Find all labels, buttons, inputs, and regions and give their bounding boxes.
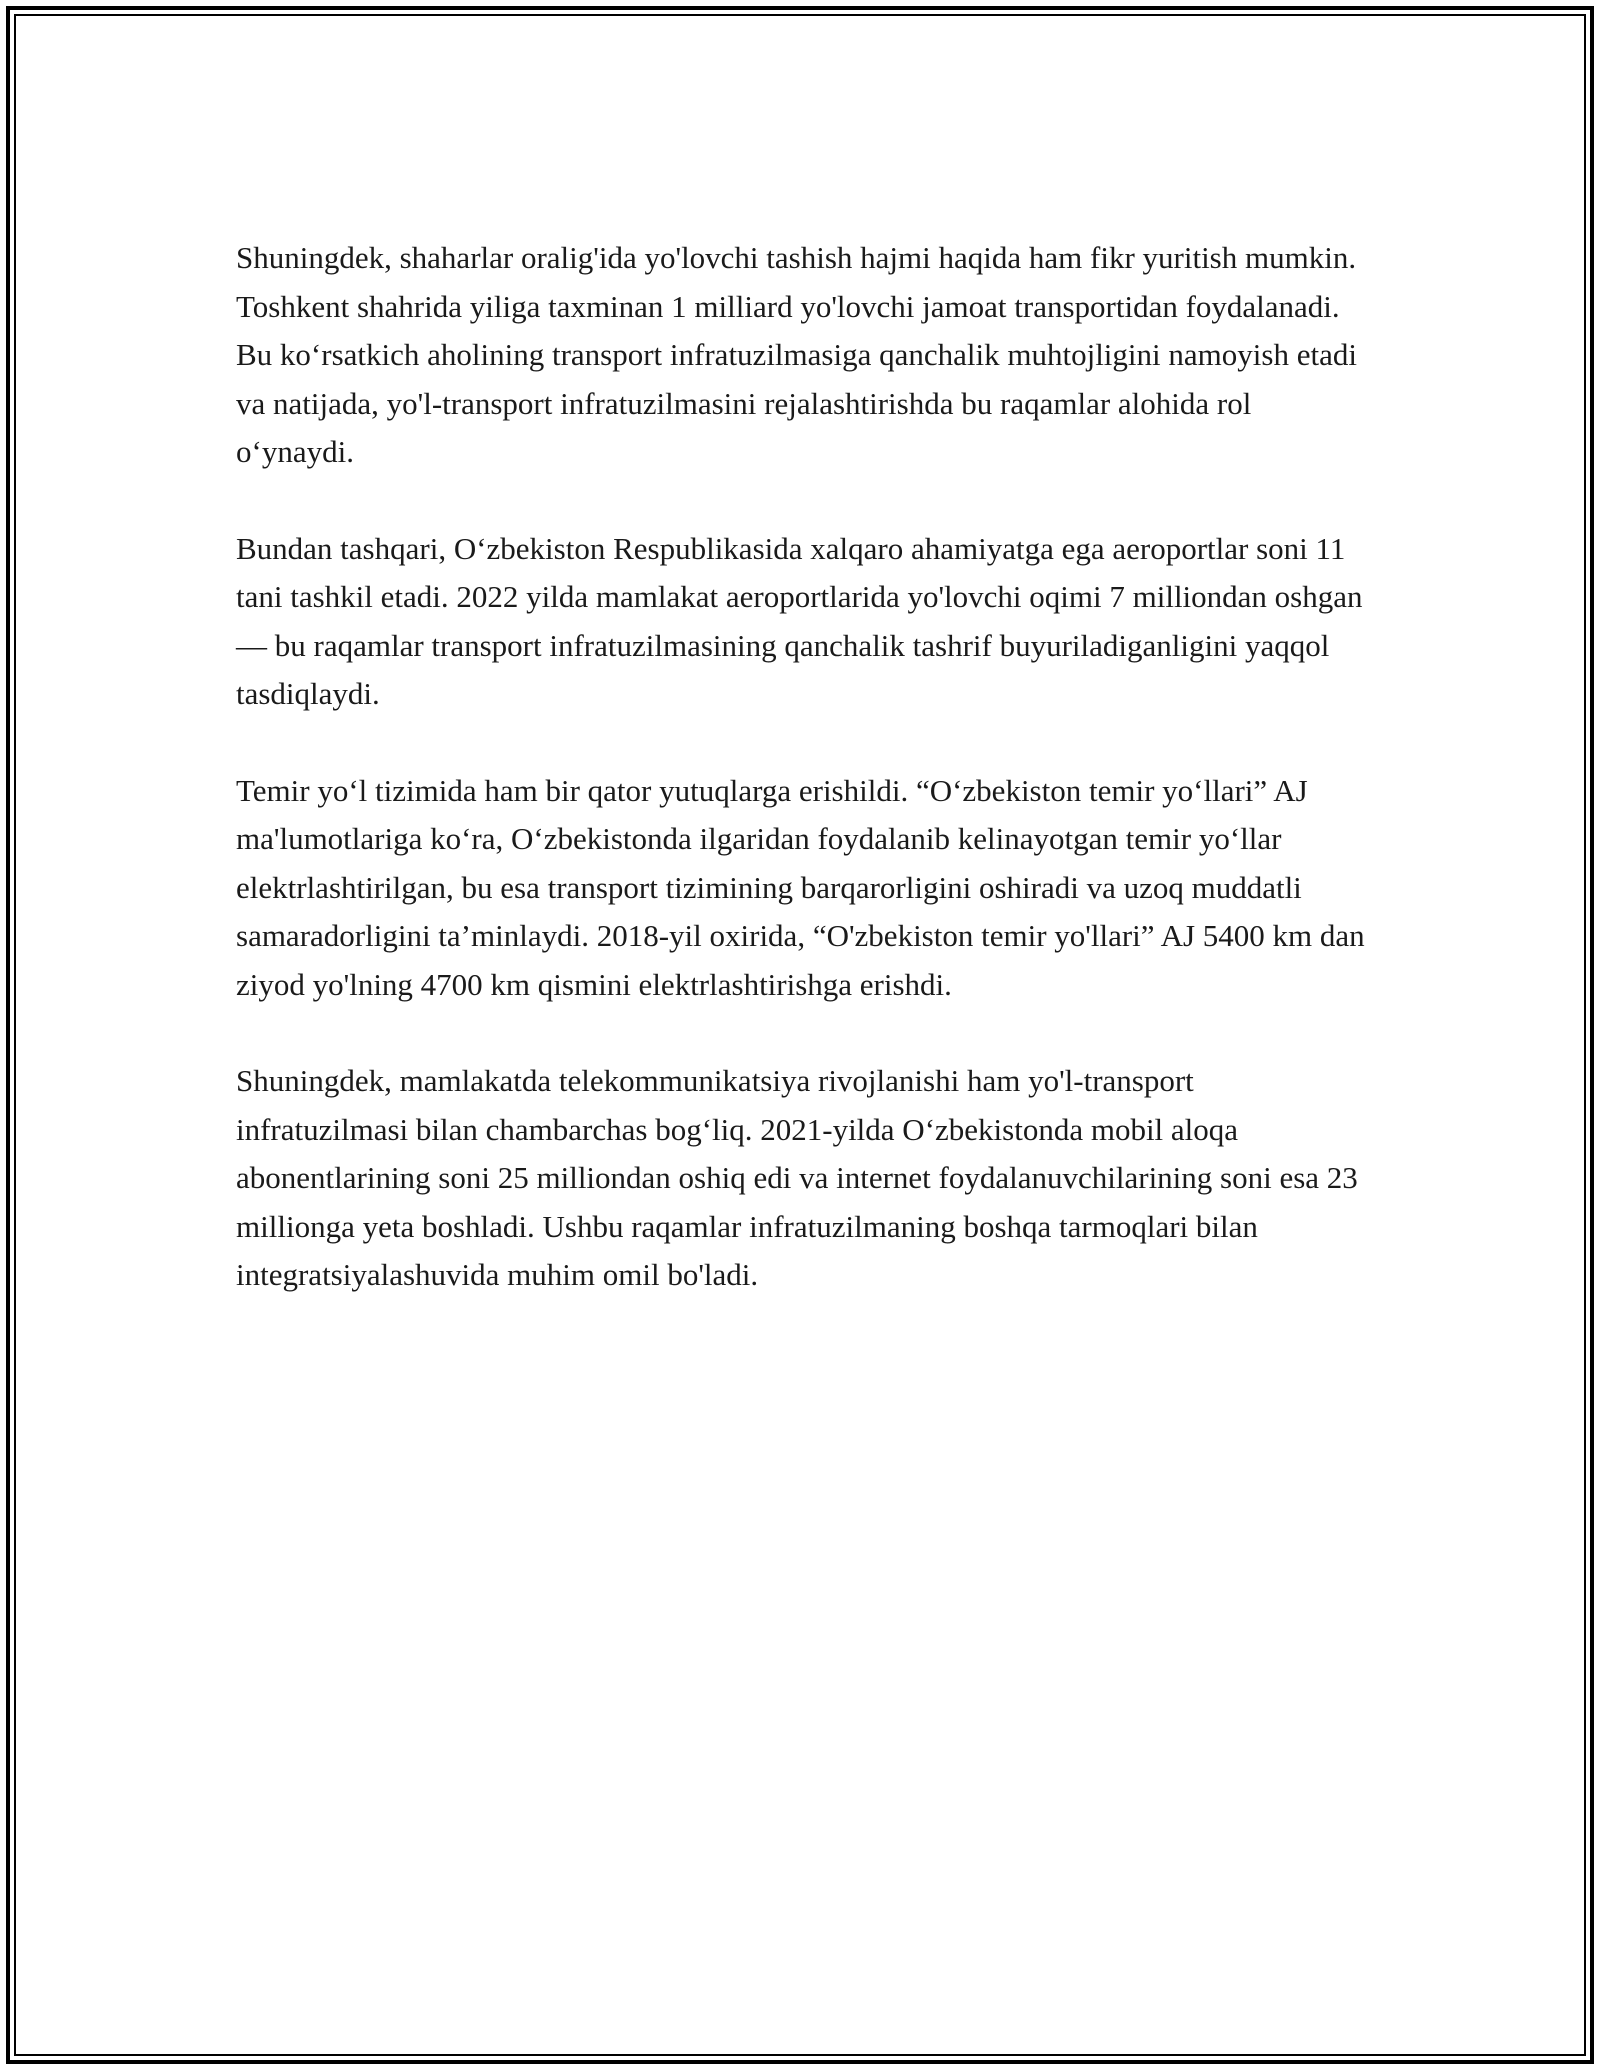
paragraph-telecommunications: Shuningdek, mamlakatda telekommunikatsiya rivojlanishi ham yo'l-transport infratuzilmasi bilan chambarchas bog‘liq. 2021-yilda O‘zbekistonda mobil aloqa abonentlarining soni 25 milliondan oshiq edi va internet foydalanuvchilarining soni esa 23 millionga yeta boshladi. Ushbu raqamlar infratuzilmaning boshqa tarmoqlari bilan integratsiyalashuvida muhim omil bo'ladi.: [236, 1063, 1358, 1292]
paragraph-railways: Temir yo‘l tizimida ham bir qator yutuqlarga erishildi. “O‘zbekiston temir yo‘llari” AJ ma'lumotlariga ko‘ra, O‘zbekistonda ilgaridan foydalanib kelinayotgan temir yo‘llar elektrlashtirilgan, bu esa transport tizimining barqarorligini oshiradi va uzoq muddatli samaradorligini ta’minlaydi. 2018-yil oxirida, “O'zbekiston temir yo'llari” AJ 5400 km dan ziyod yo'lning 4700 km qismini elektrlashtirishga erishdi.: [236, 772, 1365, 1002]
paragraph-intercity-passengers: Shuningdek, shaharlar oralig'ida yo'lovchi tashish hajmi haqida ham fikr yuritish mumkin. Toshkent shahrida yiliga taxminan 1 milliard yo'lovchi jamoat transportidan foydalanadi. Bu ko‘rsatkich aholining transport infratuzilmasiga qanchalik muhtojligini namoyish etadi va natijada, yo'l-transport infratuzilmasini rejalashtirishda bu raqamlar alohida rol o‘ynaydi.: [236, 240, 1357, 469]
document-body: [236, 234, 1366, 1300]
paragraph-airports: Bundan tashqari, O‘zbekiston Respublikasida xalqaro ahamiyatga ega aeroportlar soni 11 tani tashkil etadi. 2022 yilda mamlakat aeroportlarida yo'lovchi oqimi 7 milliondan oshgan — bu raqamlar transport infratuzilmasining qanchalik tashrif buyuriladiganligini yaqqol tasdiqlaydi.: [236, 530, 1363, 711]
